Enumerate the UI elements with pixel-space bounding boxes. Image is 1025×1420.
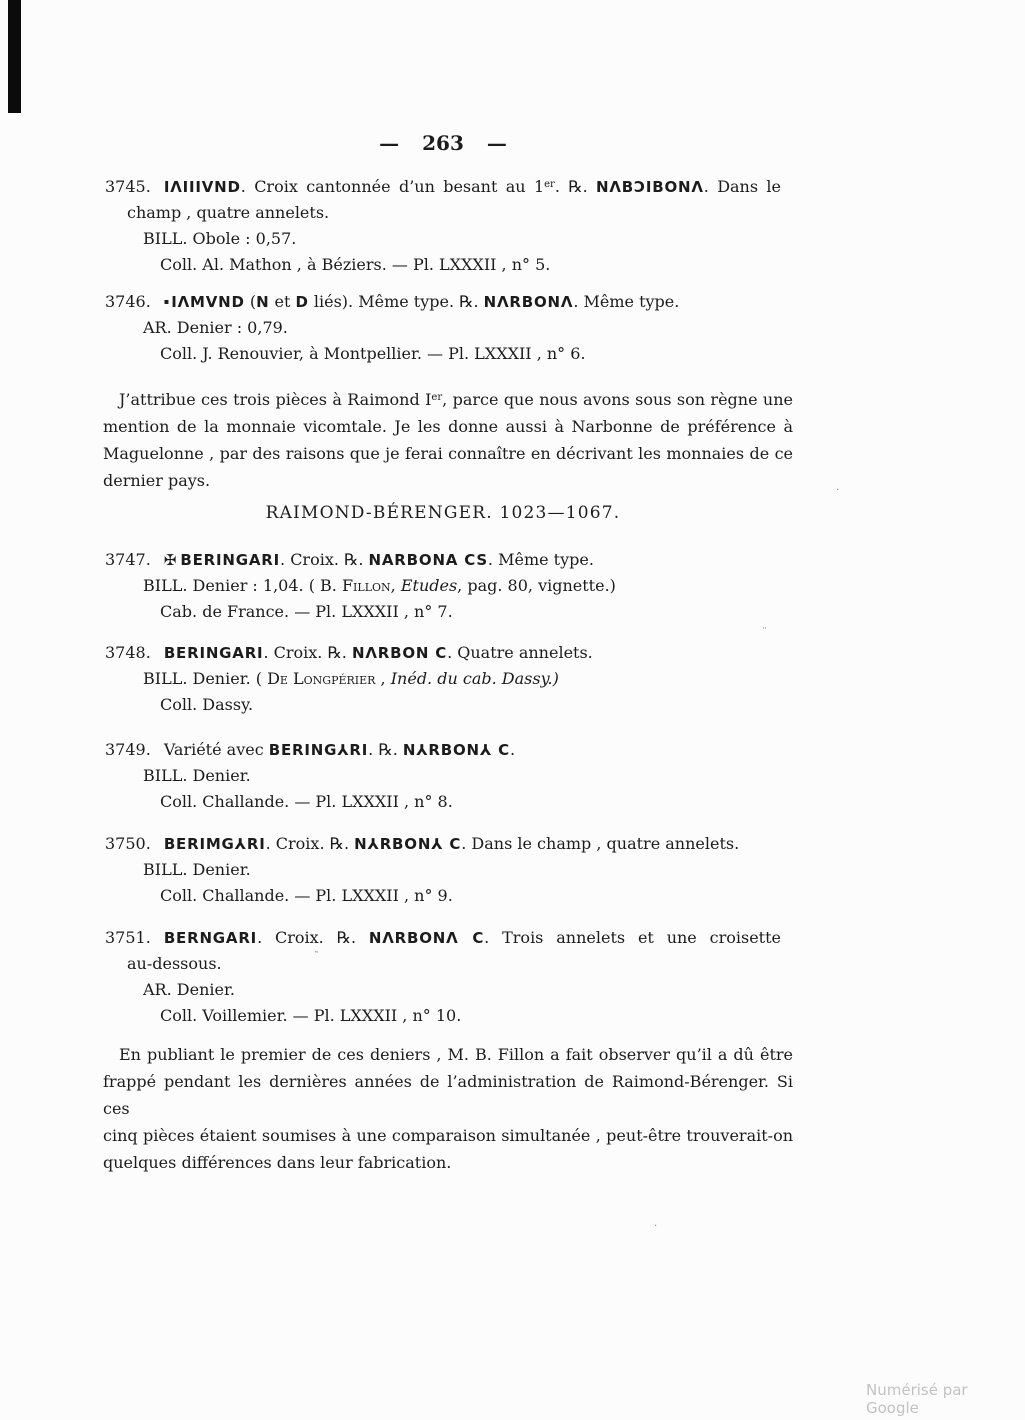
catalog-entry-3745: [105, 172, 781, 278]
text-segment: ,: [375, 669, 391, 688]
text-segment: . Croix. ℞.: [280, 550, 369, 569]
text-segment: J’attribue ces trois pièces à Raimond I: [119, 390, 432, 409]
catalog-entry-3748: [105, 640, 781, 718]
entry-line: [105, 737, 781, 763]
coin-legend: BERING⅄RI: [268, 741, 369, 759]
text-segment: . ℞.: [554, 177, 597, 196]
text-segment: er: [544, 179, 555, 190]
text-segment: BILL. Denier.: [143, 860, 251, 879]
entry-line: [105, 789, 781, 815]
coin-legend: NΛBƆIBONΛ: [596, 178, 704, 196]
paragraph-line: [103, 1068, 793, 1122]
text-segment: AR. Denier : 0,79.: [143, 318, 288, 337]
text-segment: quelques différences dans leur fabrication.: [103, 1153, 452, 1172]
entry-line: [105, 341, 781, 367]
catalog-entry-3746: [105, 289, 781, 367]
text-segment: Coll. J. Renouvier, à Montpellier. — Pl. LXXXII , n° 6.: [160, 344, 586, 363]
text-segment: er: [431, 392, 443, 403]
text-segment: Coll. Dassy.: [160, 695, 254, 714]
text-segment: 3745.: [105, 177, 151, 196]
paragraph-line: [103, 413, 793, 440]
coin-legend: NΛRBONΛ: [483, 293, 574, 311]
text-segment: . ℞.: [368, 740, 403, 759]
entry-line: [105, 951, 781, 977]
text-segment: BILL. Denier. (: [143, 669, 268, 688]
section-heading: RAIMOND-BÉRENGER. 1023—1067.: [265, 503, 621, 523]
entry-line: [105, 831, 781, 857]
entry-line: [105, 883, 781, 909]
text-segment: (: [244, 292, 257, 311]
text-segment: BILL. Denier : 1,04. ( B.: [143, 576, 342, 595]
text-segment: ,: [390, 576, 401, 595]
text-segment: En publiant le premier de ces deniers , M. B. Fillon a fait observer qu’il a dû être: [119, 1045, 793, 1064]
coin-legend: BERNGARI: [163, 929, 258, 947]
entry-line: [105, 315, 781, 341]
entry-line: [105, 857, 781, 883]
entry-line: [105, 599, 781, 625]
coin-legend: D: [295, 293, 309, 311]
text-segment: frappé pendant les dernières années de l’administration de Raimond-Bérenger. Si ces: [103, 1072, 793, 1118]
text-segment: ✠: [163, 551, 177, 569]
entry-line: [105, 763, 781, 789]
text-segment: .: [509, 740, 516, 759]
catalog-entry-3747: [105, 547, 781, 625]
coin-legend: N⅄RBON⅄ C: [402, 741, 510, 759]
coin-legend: N⅄RBON⅄ C: [354, 835, 462, 853]
entry-line: [105, 289, 781, 315]
text-segment: cinq pièces étaient soumises à une comparaison simultanée , peut-être trouverait-on: [103, 1126, 793, 1145]
entry-line: [105, 200, 781, 226]
text-segment: . Croix. ℞.: [263, 643, 352, 662]
entry-line: [105, 925, 781, 951]
text-segment: Inéd. du cab. Dassy.): [390, 669, 559, 688]
text-segment: Fillon: [341, 576, 391, 595]
text-segment: Variété avec: [163, 740, 269, 759]
text-segment: , parce que nous avons sous son règne une: [442, 390, 794, 409]
entry-line: [105, 226, 781, 252]
entry-line: [105, 640, 781, 666]
text-segment: dernier pays.: [103, 471, 211, 490]
coin-legend: NΛRBON C: [351, 644, 448, 662]
paragraph-line: [103, 1122, 793, 1149]
text-segment: . Croix. ℞.: [257, 928, 369, 947]
paragraph-p1: [103, 384, 793, 494]
text-segment: BILL. Obole : 0,57.: [143, 229, 297, 248]
text-segment: Coll. Challande. — Pl. LXXXII , n° 8.: [160, 792, 453, 811]
coin-legend: N: [256, 293, 270, 311]
text-segment: Etudes: [400, 576, 458, 595]
coin-legend: BERINGARI: [163, 644, 264, 662]
google-scan-watermark: Numérisé par Google: [866, 1381, 968, 1417]
coin-legend: BERINGARI: [180, 551, 281, 569]
catalog-entry-3750: [105, 831, 781, 909]
paragraph-line: [103, 384, 793, 413]
scan-edge-artifact: [8, 0, 21, 113]
paragraph-line: [103, 467, 793, 494]
text-segment: 3750.: [105, 834, 151, 853]
coin-legend: BERIMG⅄RI: [163, 835, 266, 853]
text-segment: Cab. de France. — Pl. LXXXII , n° 7.: [160, 602, 453, 621]
entry-line: [105, 1003, 781, 1029]
text-segment: . Quatre annelets.: [447, 643, 593, 662]
coin-legend: NARBONA CS: [368, 551, 488, 569]
entry-line: [105, 692, 781, 718]
text-segment: au-dessous.: [127, 954, 222, 973]
entry-line: [105, 977, 781, 1003]
paragraph-line: [103, 1149, 793, 1176]
text-segment: 3749.: [105, 740, 151, 759]
paragraph-p2: [103, 1041, 793, 1176]
text-segment: . Trois annelets et une croisette: [484, 928, 782, 947]
text-segment: . Dans le: [703, 177, 781, 196]
entry-line: [105, 172, 781, 200]
page-number: — 263 —: [379, 131, 507, 155]
entry-line: [105, 252, 781, 278]
paragraph-line: [103, 1041, 793, 1068]
text-segment: champ , quatre annelets.: [127, 203, 330, 222]
paragraph-line: [103, 440, 793, 467]
coin-legend: IΛMVND: [171, 293, 245, 311]
scan-speck: ¨: [762, 627, 767, 638]
text-segment: et: [269, 292, 296, 311]
text-segment: 3751.: [105, 928, 151, 947]
text-segment: . Même type.: [487, 550, 594, 569]
scan-speck: ˜: [314, 951, 319, 962]
text-segment: AR. Denier.: [143, 980, 235, 999]
entry-line: [105, 547, 781, 573]
coin-legend: NΛRBONΛ C: [368, 929, 485, 947]
text-segment: . Croix. ℞.: [265, 834, 355, 853]
text-segment: 3748.: [105, 643, 151, 662]
text-segment: Coll. Al. Mathon , à Béziers. — Pl. LXXXII , n° 5.: [160, 255, 551, 274]
text-segment: liés). Même type. ℞.: [308, 292, 484, 311]
text-segment: , pag. 80, vignette.): [457, 576, 616, 595]
text-segment: Maguelonne , par des raisons que je ferai connaître en décrivant les monnaies de ce: [103, 444, 793, 463]
text-segment: . Croix cantonnée d’un besant au 1: [240, 177, 545, 196]
text-segment: . Dans le champ , quatre annelets.: [461, 834, 740, 853]
scan-speck: ·: [654, 1221, 658, 1232]
coin-legend: IΛIIIVND: [163, 178, 241, 196]
text-segment: Coll. Challande. — Pl. LXXXII , n° 9.: [160, 886, 453, 905]
text-segment: ▪: [163, 297, 170, 306]
text-segment: . Même type.: [573, 292, 680, 311]
text-segment: De Longpérier: [267, 669, 376, 688]
scan-speck: ·: [836, 485, 840, 496]
text-segment: 3746.: [105, 292, 151, 311]
catalog-entry-3749: [105, 737, 781, 815]
text-segment: BILL. Denier.: [143, 766, 251, 785]
text-segment: mention de la monnaie vicomtale. Je les donne aussi à Narbonne de préférence à: [103, 417, 793, 436]
entry-line: [105, 573, 781, 599]
text-segment: 3747.: [105, 550, 151, 569]
catalog-entry-3751: [105, 925, 781, 1029]
entry-line: [105, 666, 781, 692]
text-segment: Coll. Voillemier. — Pl. LXXXII , n° 10.: [160, 1006, 462, 1025]
